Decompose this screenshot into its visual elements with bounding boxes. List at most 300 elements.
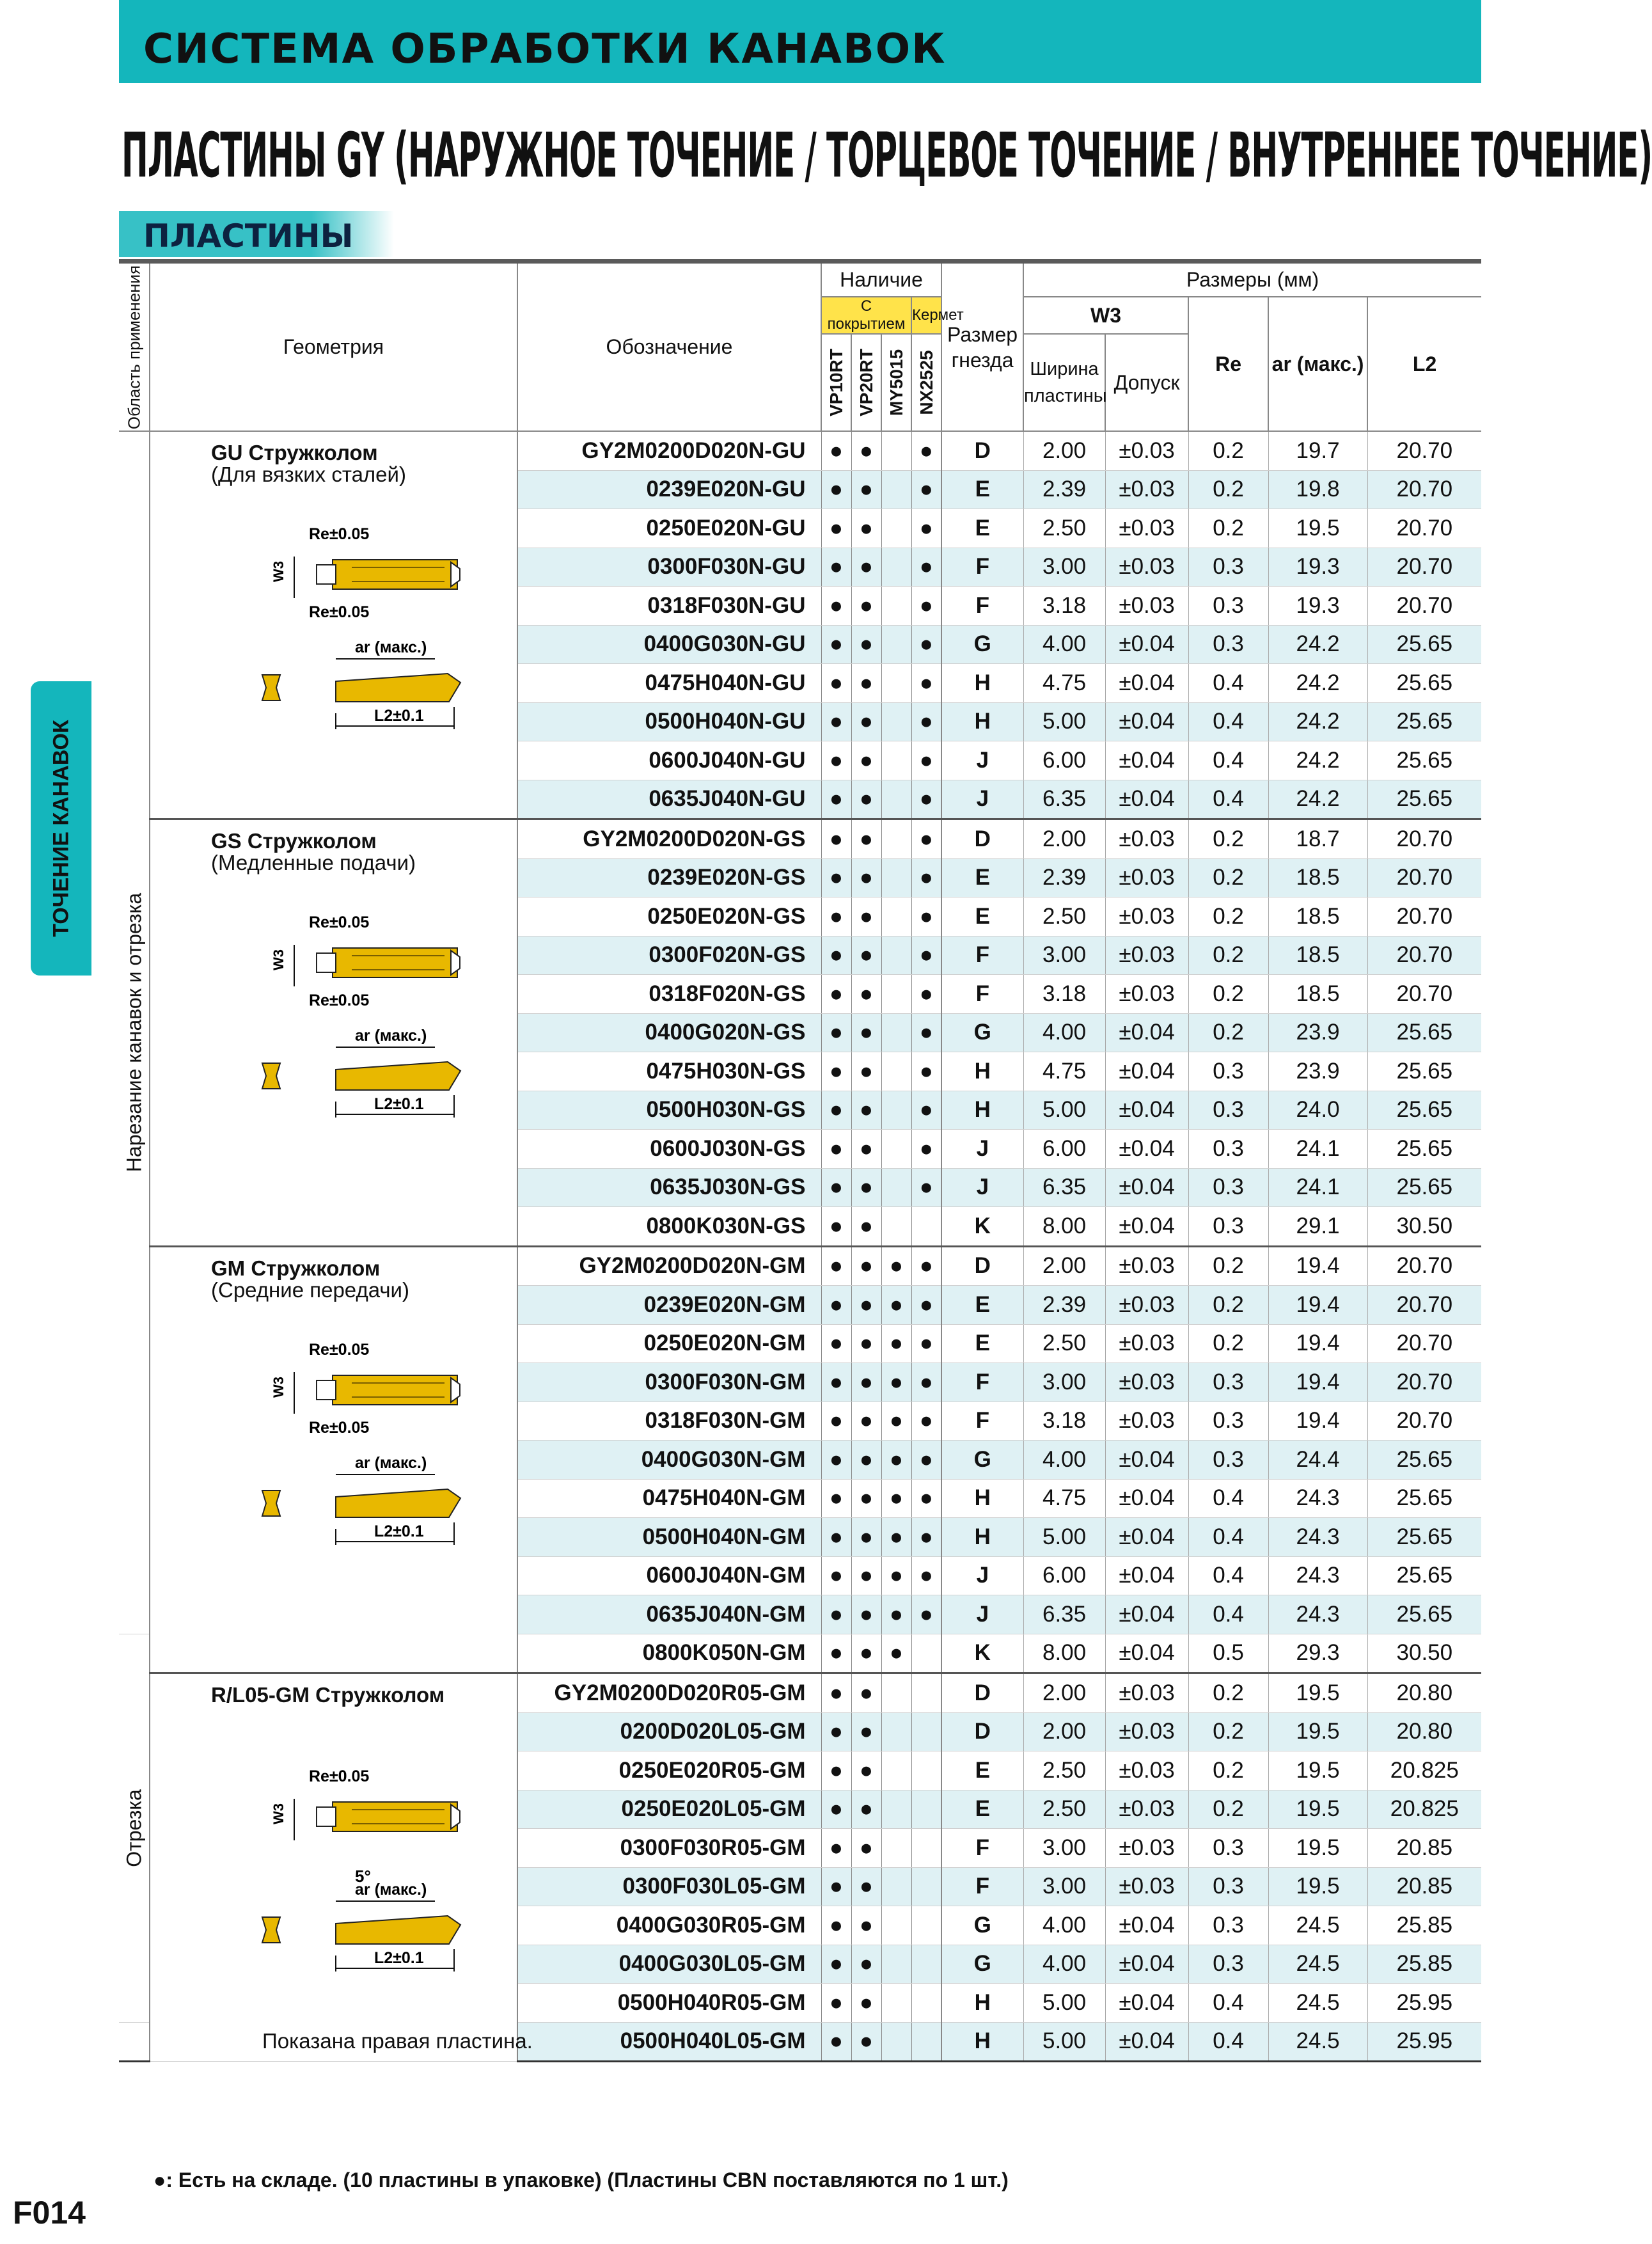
in-stock-dot: ● bbox=[829, 1601, 844, 1627]
l2-value: 30.50 bbox=[1367, 1207, 1481, 1247]
re-value: 0.2 bbox=[1188, 509, 1268, 548]
re-value: 0.2 bbox=[1188, 1324, 1268, 1363]
ar-value: 19.3 bbox=[1268, 587, 1367, 626]
in-stock-dot: ● bbox=[919, 1097, 933, 1123]
availability-mark bbox=[851, 897, 881, 936]
geometry-note: Показана правая пластина. bbox=[262, 2029, 533, 2053]
ar-value: 24.5 bbox=[1268, 1906, 1367, 1945]
in-stock-dot: ● bbox=[859, 865, 874, 890]
designation: 0400G030N-GM bbox=[517, 1441, 821, 1480]
availability-mark bbox=[851, 1790, 881, 1829]
availability-mark bbox=[911, 1052, 941, 1091]
re-value: 0.4 bbox=[1188, 1518, 1268, 1557]
designation: 0500H030N-GS bbox=[517, 1091, 821, 1130]
designation: 0250E020R05-GM bbox=[517, 1751, 821, 1790]
availability-mark bbox=[821, 1595, 851, 1634]
col-availability: Наличие bbox=[821, 264, 941, 297]
re-value: 0.4 bbox=[1188, 702, 1268, 741]
svg-text:ar (макс.): ar (макс.) bbox=[355, 1027, 427, 1045]
l2-value: 20.70 bbox=[1367, 936, 1481, 975]
availability-mark bbox=[821, 1945, 851, 1984]
availability-mark bbox=[911, 470, 941, 509]
availability-mark bbox=[911, 780, 941, 819]
l2-value: 25.65 bbox=[1367, 1518, 1481, 1557]
table-row bbox=[119, 431, 1481, 470]
in-stock-dot: ● bbox=[919, 709, 933, 734]
l2-value: 25.65 bbox=[1367, 741, 1481, 780]
in-stock-dot: ● bbox=[859, 786, 874, 812]
availability-mark bbox=[821, 1286, 851, 1325]
availability-mark bbox=[911, 897, 941, 936]
l2-value: 25.85 bbox=[1367, 1906, 1481, 1945]
availability-mark bbox=[881, 1207, 911, 1247]
in-stock-dot: ● bbox=[889, 1331, 904, 1356]
geometry-cell bbox=[150, 1673, 533, 2062]
col-w3: W3 bbox=[1023, 297, 1188, 334]
col-l2: L2 bbox=[1367, 297, 1481, 431]
svg-text:Re±0.05: Re±0.05 bbox=[309, 1340, 370, 1359]
tolerance-value: ±0.03 bbox=[1105, 936, 1188, 975]
ar-value: 29.1 bbox=[1268, 1207, 1367, 1247]
svg-text:Re±0.05: Re±0.05 bbox=[309, 525, 370, 543]
designation: 0500H040L05-GM bbox=[517, 2022, 821, 2062]
re-value: 0.4 bbox=[1188, 1595, 1268, 1634]
in-stock-dot: ● bbox=[829, 1408, 844, 1434]
availability-mark bbox=[851, 1945, 881, 1984]
re-value: 0.2 bbox=[1188, 1286, 1268, 1325]
tolerance-value: ±0.04 bbox=[1105, 780, 1188, 819]
availability-mark bbox=[821, 664, 851, 703]
section-title: ПЛАСТИНЫ bbox=[143, 217, 354, 255]
svg-text:ar (макс.): ar (макс.) bbox=[355, 1881, 427, 1899]
availability-mark bbox=[911, 509, 941, 548]
seat-size: H bbox=[941, 664, 1023, 703]
availability-mark bbox=[821, 431, 851, 470]
l2-value: 25.65 bbox=[1367, 702, 1481, 741]
tolerance-value: ±0.03 bbox=[1105, 1246, 1188, 1286]
col-width: Ширина пластины bbox=[1023, 334, 1105, 431]
in-stock-dot: ● bbox=[919, 1331, 933, 1356]
ar-value: 24.3 bbox=[1268, 1556, 1367, 1595]
re-value: 0.3 bbox=[1188, 625, 1268, 664]
in-stock-dot: ● bbox=[919, 1601, 933, 1627]
l2-value: 20.70 bbox=[1367, 858, 1481, 897]
inserts-table bbox=[119, 264, 1481, 2062]
availability-mark bbox=[851, 1867, 881, 1906]
in-stock-dot: ● bbox=[829, 1369, 844, 1395]
in-stock-dot: ● bbox=[859, 592, 874, 618]
availability-mark bbox=[881, 1751, 911, 1790]
seat-size: H bbox=[941, 1984, 1023, 2023]
in-stock-dot: ● bbox=[829, 1446, 844, 1472]
l2-value: 25.65 bbox=[1367, 1556, 1481, 1595]
l2-value: 20.85 bbox=[1367, 1829, 1481, 1868]
re-value: 0.3 bbox=[1188, 1091, 1268, 1130]
designation: GY2M0200D020N-GS bbox=[517, 819, 821, 859]
availability-mark bbox=[821, 1790, 851, 1829]
designation: 0300F030R05-GM bbox=[517, 1829, 821, 1868]
designation: 0635J040N-GM bbox=[517, 1595, 821, 1634]
width-value: 2.50 bbox=[1023, 897, 1105, 936]
availability-mark bbox=[911, 1091, 941, 1130]
l2-value: 20.70 bbox=[1367, 470, 1481, 509]
in-stock-dot: ● bbox=[829, 592, 844, 618]
ar-value: 24.5 bbox=[1268, 1984, 1367, 2023]
tolerance-value: ±0.03 bbox=[1105, 858, 1188, 897]
in-stock-dot: ● bbox=[889, 1446, 904, 1472]
ar-value: 19.5 bbox=[1268, 1867, 1367, 1906]
l2-value: 20.70 bbox=[1367, 1324, 1481, 1363]
seat-size: G bbox=[941, 625, 1023, 664]
designation: 0400G030L05-GM bbox=[517, 1945, 821, 1984]
availability-mark bbox=[911, 1479, 941, 1518]
seat-size: D bbox=[941, 1712, 1023, 1751]
availability-mark bbox=[881, 1790, 911, 1829]
area-cell bbox=[119, 2022, 150, 2062]
availability-mark bbox=[851, 741, 881, 780]
re-value: 0.3 bbox=[1188, 1052, 1268, 1091]
availability-mark bbox=[821, 1479, 851, 1518]
availability-mark bbox=[851, 1402, 881, 1441]
insert-drawing bbox=[259, 521, 502, 770]
availability-mark bbox=[911, 664, 941, 703]
in-stock-dot: ● bbox=[889, 1292, 904, 1317]
seat-size: F bbox=[941, 1363, 1023, 1402]
seat-size: H bbox=[941, 1091, 1023, 1130]
in-stock-dot: ● bbox=[859, 1292, 874, 1317]
availability-mark bbox=[881, 1130, 911, 1169]
ar-value: 18.7 bbox=[1268, 819, 1367, 859]
width-value: 5.00 bbox=[1023, 702, 1105, 741]
ar-value: 29.3 bbox=[1268, 1634, 1367, 1673]
seat-size: F bbox=[941, 975, 1023, 1014]
tolerance-value: ±0.04 bbox=[1105, 2022, 1188, 2062]
width-value: 2.50 bbox=[1023, 1751, 1105, 1790]
availability-mark bbox=[821, 1867, 851, 1906]
in-stock-dot: ● bbox=[859, 515, 874, 541]
seat-size: K bbox=[941, 1207, 1023, 1247]
availability-mark bbox=[851, 2022, 881, 2062]
l2-value: 30.50 bbox=[1367, 1634, 1481, 1673]
in-stock-dot: ● bbox=[829, 826, 844, 851]
in-stock-dot: ● bbox=[919, 1253, 933, 1279]
re-value: 0.2 bbox=[1188, 819, 1268, 859]
re-value: 0.3 bbox=[1188, 1130, 1268, 1169]
in-stock-dot: ● bbox=[829, 865, 844, 890]
designation: 0635J030N-GS bbox=[517, 1168, 821, 1207]
tolerance-value: ±0.04 bbox=[1105, 1556, 1188, 1595]
in-stock-dot: ● bbox=[829, 1253, 844, 1279]
svg-text:ar (макс.): ar (макс.) bbox=[355, 638, 427, 656]
in-stock-dot: ● bbox=[889, 1369, 904, 1395]
in-stock-dot: ● bbox=[859, 1757, 874, 1783]
designation: 0475H030N-GS bbox=[517, 1052, 821, 1091]
seat-size: E bbox=[941, 470, 1023, 509]
width-value: 5.00 bbox=[1023, 1518, 1105, 1557]
designation: 0318F030N-GM bbox=[517, 1402, 821, 1441]
in-stock-dot: ● bbox=[829, 1835, 844, 1860]
availability-mark bbox=[911, 625, 941, 664]
availability-mark bbox=[881, 741, 911, 780]
designation: 0600J040N-GM bbox=[517, 1556, 821, 1595]
designation: 0200D020L05-GM bbox=[517, 1712, 821, 1751]
seat-size: E bbox=[941, 897, 1023, 936]
tolerance-value: ±0.04 bbox=[1105, 1945, 1188, 1984]
svg-text:Re±0.05: Re±0.05 bbox=[309, 1767, 370, 1785]
l2-value: 25.65 bbox=[1367, 1595, 1481, 1634]
re-value: 0.2 bbox=[1188, 1013, 1268, 1052]
designation: GY2M0200D020N-GM bbox=[517, 1246, 821, 1286]
svg-text:ar (макс.): ar (макс.) bbox=[355, 1453, 427, 1472]
in-stock-dot: ● bbox=[859, 747, 874, 773]
availability-mark bbox=[851, 1479, 881, 1518]
l2-value: 20.70 bbox=[1367, 1402, 1481, 1441]
geometry-cell bbox=[150, 431, 517, 819]
width-value: 3.00 bbox=[1023, 1867, 1105, 1906]
width-value: 2.39 bbox=[1023, 1286, 1105, 1325]
re-value: 0.3 bbox=[1188, 1402, 1268, 1441]
l2-value: 25.65 bbox=[1367, 1091, 1481, 1130]
re-value: 0.4 bbox=[1188, 1984, 1268, 2023]
page-title: ПЛАСТИНЫ GY (НАРУЖНОЕ ТОЧЕНИЕ / ТОРЦЕВОЕ ТОЧЕНИЕ / ВНУТРЕННЕЕ ТОЧЕНИЕ) bbox=[122, 120, 1652, 191]
l2-value: 20.70 bbox=[1367, 975, 1481, 1014]
designation: 0400G020N-GS bbox=[517, 1013, 821, 1052]
col-cermet: Кермет bbox=[911, 297, 941, 334]
in-stock-dot: ● bbox=[859, 1369, 874, 1395]
width-value: 3.18 bbox=[1023, 1402, 1105, 1441]
col-ar: ar (макс.) bbox=[1268, 297, 1367, 431]
in-stock-dot: ● bbox=[829, 438, 844, 463]
width-value: 8.00 bbox=[1023, 1207, 1105, 1247]
side-tab bbox=[31, 681, 91, 976]
seat-size: E bbox=[941, 858, 1023, 897]
in-stock-dot: ● bbox=[919, 1135, 933, 1161]
in-stock-dot: ● bbox=[919, 942, 933, 968]
seat-size: H bbox=[941, 2022, 1023, 2062]
seat-size: H bbox=[941, 702, 1023, 741]
availability-mark bbox=[851, 1984, 881, 2023]
tolerance-value: ±0.03 bbox=[1105, 1286, 1188, 1325]
re-value: 0.3 bbox=[1188, 1168, 1268, 1207]
re-value: 0.2 bbox=[1188, 1246, 1268, 1286]
re-value: 0.4 bbox=[1188, 741, 1268, 780]
availability-mark bbox=[821, 1556, 851, 1595]
availability-mark bbox=[851, 780, 881, 819]
availability-mark bbox=[851, 1013, 881, 1052]
width-value: 6.35 bbox=[1023, 780, 1105, 819]
tolerance-value: ±0.04 bbox=[1105, 1052, 1188, 1091]
svg-text:Re±0.05: Re±0.05 bbox=[309, 1418, 370, 1437]
in-stock-dot: ● bbox=[829, 1097, 844, 1123]
ar-value: 24.5 bbox=[1268, 2022, 1367, 2062]
geometry-title: GM Стружколом bbox=[211, 1256, 381, 1280]
in-stock-dot: ● bbox=[829, 670, 844, 695]
in-stock-dot: ● bbox=[889, 1640, 904, 1666]
seat-size: F bbox=[941, 1867, 1023, 1906]
availability-mark bbox=[821, 1673, 851, 1713]
designation: 0800K030N-GS bbox=[517, 1207, 821, 1247]
seat-size: F bbox=[941, 936, 1023, 975]
seat-size: J bbox=[941, 1556, 1023, 1595]
in-stock-dot: ● bbox=[829, 1174, 844, 1200]
availability-mark bbox=[911, 2022, 941, 2062]
availability-mark bbox=[881, 625, 911, 664]
in-stock-dot: ● bbox=[919, 631, 933, 657]
ar-value: 24.1 bbox=[1268, 1130, 1367, 1169]
availability-mark bbox=[911, 1363, 941, 1402]
in-stock-dot: ● bbox=[829, 1719, 844, 1744]
seat-size: E bbox=[941, 1324, 1023, 1363]
availability-mark bbox=[821, 1402, 851, 1441]
l2-value: 25.65 bbox=[1367, 1130, 1481, 1169]
availability-mark bbox=[851, 1906, 881, 1945]
in-stock-dot: ● bbox=[829, 477, 844, 502]
re-value: 0.3 bbox=[1188, 548, 1268, 587]
availability-mark bbox=[881, 548, 911, 587]
in-stock-dot: ● bbox=[919, 1485, 933, 1511]
in-stock-dot: ● bbox=[889, 1524, 904, 1549]
in-stock-dot: ● bbox=[889, 1253, 904, 1279]
seat-size: F bbox=[941, 587, 1023, 626]
availability-mark bbox=[881, 1246, 911, 1286]
in-stock-dot: ● bbox=[859, 1213, 874, 1238]
availability-mark bbox=[851, 1829, 881, 1868]
table-row bbox=[119, 1246, 1481, 1286]
availability-mark bbox=[911, 1906, 941, 1945]
designation: 0250E020N-GU bbox=[517, 509, 821, 548]
insert-drawing bbox=[259, 1337, 502, 1586]
col-re: Re bbox=[1188, 297, 1268, 431]
ar-value: 19.5 bbox=[1268, 1829, 1367, 1868]
width-value: 4.00 bbox=[1023, 1013, 1105, 1052]
availability-mark bbox=[821, 1130, 851, 1169]
re-value: 0.2 bbox=[1188, 1751, 1268, 1790]
availability-mark bbox=[881, 587, 911, 626]
re-value: 0.3 bbox=[1188, 1829, 1268, 1868]
in-stock-dot: ● bbox=[919, 477, 933, 502]
in-stock-dot: ● bbox=[919, 786, 933, 812]
designation: 0400G030R05-GM bbox=[517, 1906, 821, 1945]
re-value: 0.2 bbox=[1188, 1673, 1268, 1713]
re-value: 0.3 bbox=[1188, 1441, 1268, 1480]
seat-size: H bbox=[941, 1479, 1023, 1518]
l2-value: 20.70 bbox=[1367, 1246, 1481, 1286]
in-stock-dot: ● bbox=[919, 592, 933, 618]
availability-mark bbox=[881, 1945, 911, 1984]
width-value: 2.50 bbox=[1023, 1790, 1105, 1829]
availability-mark bbox=[881, 664, 911, 703]
availability-mark bbox=[821, 897, 851, 936]
availability-mark bbox=[821, 1518, 851, 1557]
side-tab-label: ТОЧЕНИЕ КАНАВОК bbox=[49, 720, 73, 937]
ar-value: 19.7 bbox=[1268, 431, 1367, 470]
availability-mark bbox=[851, 1052, 881, 1091]
ar-value: 19.4 bbox=[1268, 1246, 1367, 1286]
availability-mark bbox=[821, 1091, 851, 1130]
tolerance-value: ±0.04 bbox=[1105, 1441, 1188, 1480]
geometry-subtitle: (Медленные подачи) bbox=[211, 851, 416, 874]
col-dimensions: Размеры (мм) bbox=[1023, 264, 1481, 297]
availability-mark bbox=[881, 1867, 911, 1906]
in-stock-dot: ● bbox=[919, 865, 933, 890]
svg-text:W3: W3 bbox=[271, 1376, 287, 1398]
availability-mark bbox=[911, 548, 941, 587]
seat-size: G bbox=[941, 1906, 1023, 1945]
availability-mark bbox=[881, 1286, 911, 1325]
tolerance-value: ±0.03 bbox=[1105, 470, 1188, 509]
svg-text:L2±0.1: L2±0.1 bbox=[374, 707, 424, 725]
tolerance-value: ±0.03 bbox=[1105, 1829, 1188, 1868]
designation: 0600J040N-GU bbox=[517, 741, 821, 780]
availability-mark bbox=[851, 975, 881, 1014]
availability-mark bbox=[911, 1168, 941, 1207]
in-stock-dot: ● bbox=[829, 1135, 844, 1161]
l2-value: 25.65 bbox=[1367, 780, 1481, 819]
width-value: 4.00 bbox=[1023, 625, 1105, 664]
col-area: Область применения bbox=[119, 264, 150, 431]
width-value: 2.39 bbox=[1023, 858, 1105, 897]
availability-mark bbox=[851, 1168, 881, 1207]
width-value: 6.00 bbox=[1023, 1130, 1105, 1169]
availability-mark bbox=[851, 587, 881, 626]
in-stock-dot: ● bbox=[829, 1485, 844, 1511]
footnote: ●: Есть на складе. (10 пластины в упаковке) (Пластины CBN поставляются по 1 шт.) bbox=[153, 2169, 1009, 2192]
availability-mark bbox=[911, 431, 941, 470]
in-stock-dot: ● bbox=[829, 1757, 844, 1783]
availability-mark bbox=[911, 1867, 941, 1906]
geometry-cell bbox=[150, 1246, 517, 1673]
availability-mark bbox=[881, 975, 911, 1014]
l2-value: 20.825 bbox=[1367, 1751, 1481, 1790]
in-stock-dot: ● bbox=[919, 1292, 933, 1317]
designation: 0239E020N-GS bbox=[517, 858, 821, 897]
availability-mark bbox=[911, 1712, 941, 1751]
availability-mark bbox=[911, 1634, 941, 1673]
availability-mark bbox=[911, 1402, 941, 1441]
availability-mark bbox=[881, 1712, 911, 1751]
l2-value: 25.95 bbox=[1367, 1984, 1481, 2023]
seat-size: D bbox=[941, 431, 1023, 470]
re-value: 0.4 bbox=[1188, 1556, 1268, 1595]
area-cell: Нарезание канавок и отрезка bbox=[119, 431, 150, 1634]
in-stock-dot: ● bbox=[859, 1640, 874, 1666]
tolerance-value: ±0.04 bbox=[1105, 1984, 1188, 2023]
tolerance-value: ±0.03 bbox=[1105, 975, 1188, 1014]
designation: 0500H040R05-GM bbox=[517, 1984, 821, 2023]
re-value: 0.4 bbox=[1188, 780, 1268, 819]
in-stock-dot: ● bbox=[859, 1135, 874, 1161]
geometry-title: GS Стружколом bbox=[211, 829, 377, 853]
availability-mark bbox=[821, 1324, 851, 1363]
col-coated: С покрытием bbox=[821, 297, 911, 334]
in-stock-dot: ● bbox=[919, 747, 933, 773]
availability-mark bbox=[851, 1556, 881, 1595]
col-geometry: Геометрия bbox=[150, 264, 517, 431]
availability-mark bbox=[911, 1518, 941, 1557]
in-stock-dot: ● bbox=[919, 1524, 933, 1549]
re-value: 0.2 bbox=[1188, 975, 1268, 1014]
seat-size: J bbox=[941, 780, 1023, 819]
availability-mark bbox=[911, 975, 941, 1014]
geometry-title: R/L05-GM Стружколом bbox=[211, 1683, 445, 1707]
in-stock-dot: ● bbox=[859, 1331, 874, 1356]
designation: 0800K050N-GM bbox=[517, 1634, 821, 1673]
tolerance-value: ±0.03 bbox=[1105, 509, 1188, 548]
availability-mark bbox=[851, 1673, 881, 1713]
availability-mark bbox=[821, 819, 851, 859]
availability-mark bbox=[911, 1595, 941, 1634]
designation: 0300F030L05-GM bbox=[517, 1867, 821, 1906]
